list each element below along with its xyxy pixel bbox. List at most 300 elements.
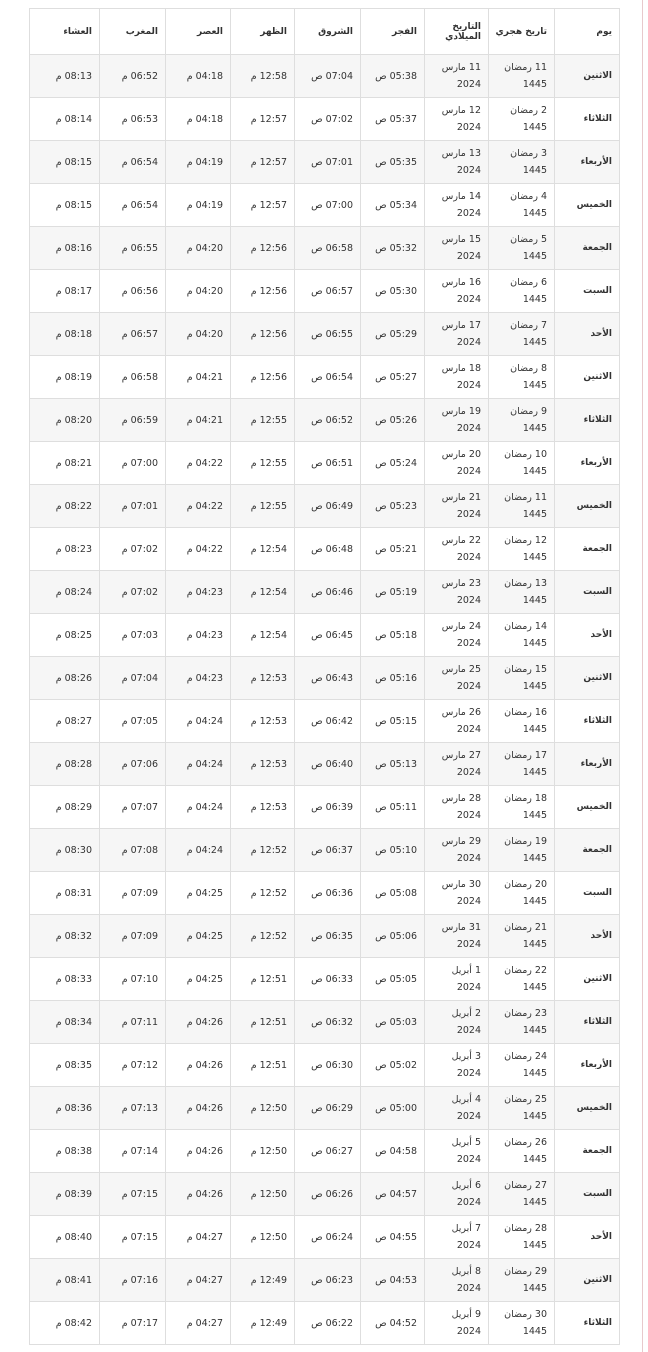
cell-day: الاثنين	[555, 356, 620, 399]
cell-hijri-date: 24 رمضان 1445	[489, 1044, 555, 1087]
header-dhuhr: الظهر	[231, 9, 295, 55]
cell-gregorian-date: 26 مارس 2024	[425, 700, 489, 743]
cell-hijri-date: 5 رمضان 1445	[489, 227, 555, 270]
cell-dhuhr: 12:50 م	[231, 1087, 295, 1130]
cell-fajr: 05:37 ص	[361, 98, 425, 141]
cell-day: السبت	[555, 1173, 620, 1216]
cell-maghrib: 07:02 م	[100, 528, 166, 571]
cell-day: الأربعاء	[555, 743, 620, 786]
cell-maghrib: 07:06 م	[100, 743, 166, 786]
cell-asr: 04:23 م	[166, 657, 231, 700]
cell-isha: 08:32 م	[30, 915, 100, 958]
cell-day: الجمعة	[555, 1130, 620, 1173]
cell-dhuhr: 12:56 م	[231, 356, 295, 399]
cell-dhuhr: 12:56 م	[231, 270, 295, 313]
table-row	[30, 1001, 620, 1044]
cell-day: الثلاثاء	[555, 1001, 620, 1044]
cell-dhuhr: 12:51 م	[231, 958, 295, 1001]
cell-day: الاثنين	[555, 958, 620, 1001]
cell-gregorian-date: 14 مارس 2024	[425, 184, 489, 227]
cell-maghrib: 06:54 م	[100, 184, 166, 227]
cell-day: الثلاثاء	[555, 98, 620, 141]
cell-fajr: 05:38 ص	[361, 55, 425, 98]
cell-isha: 08:34 م	[30, 1001, 100, 1044]
cell-isha: 08:13 م	[30, 55, 100, 98]
cell-isha: 08:23 م	[30, 528, 100, 571]
cell-asr: 04:26 م	[166, 1087, 231, 1130]
table-row	[30, 98, 620, 141]
cell-gregorian-date: 17 مارس 2024	[425, 313, 489, 356]
cell-maghrib: 06:57 م	[100, 313, 166, 356]
cell-day: الثلاثاء	[555, 399, 620, 442]
cell-day: الاثنين	[555, 657, 620, 700]
cell-asr: 04:27 م	[166, 1259, 231, 1302]
table-row	[30, 1044, 620, 1087]
page-edge-line	[642, 0, 643, 1352]
cell-gregorian-date: 22 مارس 2024	[425, 528, 489, 571]
cell-fajr: 05:02 ص	[361, 1044, 425, 1087]
cell-fajr: 05:35 ص	[361, 141, 425, 184]
table-row	[30, 184, 620, 227]
cell-shuruq: 06:36 ص	[295, 872, 361, 915]
cell-gregorian-date: 18 مارس 2024	[425, 356, 489, 399]
cell-isha: 08:20 م	[30, 399, 100, 442]
cell-fajr: 05:16 ص	[361, 657, 425, 700]
cell-gregorian-date: 20 مارس 2024	[425, 442, 489, 485]
cell-hijri-date: 13 رمضان 1445	[489, 571, 555, 614]
cell-gregorian-date: 25 مارس 2024	[425, 657, 489, 700]
cell-hijri-date: 27 رمضان 1445	[489, 1173, 555, 1216]
table-row	[30, 313, 620, 356]
cell-asr: 04:20 م	[166, 313, 231, 356]
cell-dhuhr: 12:56 م	[231, 227, 295, 270]
table-row	[30, 227, 620, 270]
cell-dhuhr: 12:55 م	[231, 485, 295, 528]
table-row	[30, 528, 620, 571]
cell-hijri-date: 12 رمضان 1445	[489, 528, 555, 571]
cell-shuruq: 06:57 ص	[295, 270, 361, 313]
header-shuruq: الشروق	[295, 9, 361, 55]
cell-maghrib: 06:53 م	[100, 98, 166, 141]
cell-maghrib: 07:03 م	[100, 614, 166, 657]
cell-isha: 08:16 م	[30, 227, 100, 270]
cell-isha: 08:17 م	[30, 270, 100, 313]
cell-maghrib: 07:15 م	[100, 1216, 166, 1259]
cell-hijri-date: 28 رمضان 1445	[489, 1216, 555, 1259]
cell-hijri-date: 18 رمضان 1445	[489, 786, 555, 829]
cell-shuruq: 06:29 ص	[295, 1087, 361, 1130]
cell-asr: 04:22 م	[166, 485, 231, 528]
cell-isha: 08:38 م	[30, 1130, 100, 1173]
table-row	[30, 872, 620, 915]
cell-dhuhr: 12:52 م	[231, 829, 295, 872]
cell-gregorian-date: 29 مارس 2024	[425, 829, 489, 872]
cell-maghrib: 06:58 م	[100, 356, 166, 399]
cell-fajr: 04:58 ص	[361, 1130, 425, 1173]
cell-hijri-date: 9 رمضان 1445	[489, 399, 555, 442]
cell-dhuhr: 12:53 م	[231, 743, 295, 786]
cell-hijri-date: 11 رمضان 1445	[489, 485, 555, 528]
cell-day: الأربعاء	[555, 141, 620, 184]
cell-fajr: 05:10 ص	[361, 829, 425, 872]
cell-dhuhr: 12:57 م	[231, 141, 295, 184]
cell-dhuhr: 12:51 م	[231, 1044, 295, 1087]
cell-day: الاثنين	[555, 1259, 620, 1302]
cell-dhuhr: 12:56 م	[231, 313, 295, 356]
cell-gregorian-date: 8 أبريل 2024	[425, 1259, 489, 1302]
cell-maghrib: 07:16 م	[100, 1259, 166, 1302]
cell-day: الأربعاء	[555, 1044, 620, 1087]
cell-dhuhr: 12:53 م	[231, 786, 295, 829]
header-asr: العصر	[166, 9, 231, 55]
cell-gregorian-date: 5 أبريل 2024	[425, 1130, 489, 1173]
header-isha: العشاء	[30, 9, 100, 55]
table-row	[30, 1302, 620, 1345]
cell-gregorian-date: 11 مارس 2024	[425, 55, 489, 98]
cell-day: الأحد	[555, 1216, 620, 1259]
cell-maghrib: 07:17 م	[100, 1302, 166, 1345]
cell-maghrib: 06:59 م	[100, 399, 166, 442]
cell-asr: 04:22 م	[166, 442, 231, 485]
cell-isha: 08:36 م	[30, 1087, 100, 1130]
table-row	[30, 1259, 620, 1302]
table-row	[30, 657, 620, 700]
cell-shuruq: 06:55 ص	[295, 313, 361, 356]
cell-shuruq: 07:00 ص	[295, 184, 361, 227]
cell-asr: 04:20 م	[166, 270, 231, 313]
cell-asr: 04:27 م	[166, 1216, 231, 1259]
header-maghrib: المغرب	[100, 9, 166, 55]
table-row	[30, 743, 620, 786]
cell-dhuhr: 12:50 م	[231, 1130, 295, 1173]
header-row	[30, 9, 620, 55]
cell-shuruq: 06:46 ص	[295, 571, 361, 614]
cell-isha: 08:42 م	[30, 1302, 100, 1345]
cell-gregorian-date: 24 مارس 2024	[425, 614, 489, 657]
cell-asr: 04:25 م	[166, 958, 231, 1001]
cell-gregorian-date: 19 مارس 2024	[425, 399, 489, 442]
cell-gregorian-date: 9 أبريل 2024	[425, 1302, 489, 1345]
cell-fajr: 04:52 ص	[361, 1302, 425, 1345]
cell-asr: 04:21 م	[166, 399, 231, 442]
cell-hijri-date: 16 رمضان 1445	[489, 700, 555, 743]
cell-gregorian-date: 12 مارس 2024	[425, 98, 489, 141]
cell-hijri-date: 4 رمضان 1445	[489, 184, 555, 227]
table-row	[30, 571, 620, 614]
cell-fajr: 05:06 ص	[361, 915, 425, 958]
cell-dhuhr: 12:57 م	[231, 184, 295, 227]
header-fajr: الفجر	[361, 9, 425, 55]
cell-shuruq: 06:52 ص	[295, 399, 361, 442]
cell-isha: 08:30 م	[30, 829, 100, 872]
table-row	[30, 786, 620, 829]
cell-fajr: 05:19 ص	[361, 571, 425, 614]
cell-maghrib: 07:09 م	[100, 872, 166, 915]
cell-dhuhr: 12:58 م	[231, 55, 295, 98]
cell-gregorian-date: 16 مارس 2024	[425, 270, 489, 313]
table-row	[30, 399, 620, 442]
table-row	[30, 1087, 620, 1130]
cell-maghrib: 07:07 م	[100, 786, 166, 829]
cell-shuruq: 06:26 ص	[295, 1173, 361, 1216]
cell-maghrib: 07:11 م	[100, 1001, 166, 1044]
cell-gregorian-date: 30 مارس 2024	[425, 872, 489, 915]
cell-day: السبت	[555, 571, 620, 614]
cell-isha: 08:33 م	[30, 958, 100, 1001]
table-header	[30, 9, 620, 55]
cell-hijri-date: 19 رمضان 1445	[489, 829, 555, 872]
cell-asr: 04:23 م	[166, 571, 231, 614]
cell-maghrib: 07:05 م	[100, 700, 166, 743]
table-row	[30, 270, 620, 313]
cell-shuruq: 06:45 ص	[295, 614, 361, 657]
cell-maghrib: 06:54 م	[100, 141, 166, 184]
cell-day: الجمعة	[555, 227, 620, 270]
cell-asr: 04:24 م	[166, 743, 231, 786]
cell-shuruq: 07:02 ص	[295, 98, 361, 141]
cell-asr: 04:23 م	[166, 614, 231, 657]
cell-fajr: 04:57 ص	[361, 1173, 425, 1216]
table-row	[30, 141, 620, 184]
cell-dhuhr: 12:52 م	[231, 872, 295, 915]
cell-maghrib: 07:04 م	[100, 657, 166, 700]
cell-asr: 04:26 م	[166, 1044, 231, 1087]
cell-fajr: 05:15 ص	[361, 700, 425, 743]
cell-hijri-date: 25 رمضان 1445	[489, 1087, 555, 1130]
cell-asr: 04:25 م	[166, 915, 231, 958]
cell-gregorian-date: 1 أبريل 2024	[425, 958, 489, 1001]
cell-fajr: 05:03 ص	[361, 1001, 425, 1044]
cell-shuruq: 06:33 ص	[295, 958, 361, 1001]
cell-fajr: 05:13 ص	[361, 743, 425, 786]
cell-isha: 08:28 م	[30, 743, 100, 786]
cell-fajr: 05:24 ص	[361, 442, 425, 485]
cell-asr: 04:27 م	[166, 1302, 231, 1345]
cell-day: الأحد	[555, 313, 620, 356]
cell-isha: 08:31 م	[30, 872, 100, 915]
cell-isha: 08:22 م	[30, 485, 100, 528]
cell-isha: 08:26 م	[30, 657, 100, 700]
cell-isha: 08:35 م	[30, 1044, 100, 1087]
cell-asr: 04:21 م	[166, 356, 231, 399]
cell-dhuhr: 12:55 م	[231, 442, 295, 485]
cell-fajr: 05:00 ص	[361, 1087, 425, 1130]
cell-fajr: 05:08 ص	[361, 872, 425, 915]
table-body	[30, 55, 620, 1345]
cell-asr: 04:24 م	[166, 786, 231, 829]
cell-shuruq: 06:27 ص	[295, 1130, 361, 1173]
table-row	[30, 485, 620, 528]
cell-shuruq: 06:24 ص	[295, 1216, 361, 1259]
cell-gregorian-date: 15 مارس 2024	[425, 227, 489, 270]
cell-maghrib: 07:15 م	[100, 1173, 166, 1216]
cell-dhuhr: 12:52 م	[231, 915, 295, 958]
cell-gregorian-date: 21 مارس 2024	[425, 485, 489, 528]
cell-hijri-date: 2 رمضان 1445	[489, 98, 555, 141]
cell-maghrib: 07:14 م	[100, 1130, 166, 1173]
cell-asr: 04:18 م	[166, 98, 231, 141]
cell-hijri-date: 14 رمضان 1445	[489, 614, 555, 657]
cell-asr: 04:26 م	[166, 1173, 231, 1216]
cell-maghrib: 06:55 م	[100, 227, 166, 270]
cell-asr: 04:24 م	[166, 700, 231, 743]
cell-day: الخميس	[555, 184, 620, 227]
cell-day: الأحد	[555, 614, 620, 657]
cell-dhuhr: 12:55 م	[231, 399, 295, 442]
cell-isha: 08:39 م	[30, 1173, 100, 1216]
table-row	[30, 958, 620, 1001]
cell-shuruq: 06:37 ص	[295, 829, 361, 872]
cell-isha: 08:29 م	[30, 786, 100, 829]
cell-day: الأربعاء	[555, 442, 620, 485]
cell-hijri-date: 3 رمضان 1445	[489, 141, 555, 184]
cell-gregorian-date: 2 أبريل 2024	[425, 1001, 489, 1044]
cell-isha: 08:21 م	[30, 442, 100, 485]
cell-dhuhr: 12:51 م	[231, 1001, 295, 1044]
cell-day: السبت	[555, 270, 620, 313]
cell-shuruq: 06:30 ص	[295, 1044, 361, 1087]
cell-hijri-date: 6 رمضان 1445	[489, 270, 555, 313]
table-row	[30, 614, 620, 657]
cell-day: السبت	[555, 872, 620, 915]
prayer-times-table	[29, 8, 620, 1345]
cell-gregorian-date: 27 مارس 2024	[425, 743, 489, 786]
cell-hijri-date: 11 رمضان 1445	[489, 55, 555, 98]
cell-hijri-date: 10 رمضان 1445	[489, 442, 555, 485]
cell-dhuhr: 12:49 م	[231, 1302, 295, 1345]
cell-fajr: 05:34 ص	[361, 184, 425, 227]
cell-dhuhr: 12:54 م	[231, 571, 295, 614]
cell-day: الخميس	[555, 1087, 620, 1130]
cell-maghrib: 07:00 م	[100, 442, 166, 485]
cell-hijri-date: 29 رمضان 1445	[489, 1259, 555, 1302]
table-row	[30, 356, 620, 399]
cell-maghrib: 07:12 م	[100, 1044, 166, 1087]
cell-isha: 08:15 م	[30, 184, 100, 227]
cell-isha: 08:18 م	[30, 313, 100, 356]
cell-fajr: 05:21 ص	[361, 528, 425, 571]
cell-asr: 04:18 م	[166, 55, 231, 98]
table-row	[30, 1216, 620, 1259]
cell-shuruq: 06:49 ص	[295, 485, 361, 528]
cell-isha: 08:27 م	[30, 700, 100, 743]
cell-day: الأحد	[555, 915, 620, 958]
cell-isha: 08:25 م	[30, 614, 100, 657]
cell-asr: 04:22 م	[166, 528, 231, 571]
cell-hijri-date: 26 رمضان 1445	[489, 1130, 555, 1173]
cell-day: الجمعة	[555, 528, 620, 571]
cell-dhuhr: 12:53 م	[231, 700, 295, 743]
cell-shuruq: 07:01 ص	[295, 141, 361, 184]
cell-gregorian-date: 3 أبريل 2024	[425, 1044, 489, 1087]
table-row	[30, 700, 620, 743]
cell-maghrib: 07:13 م	[100, 1087, 166, 1130]
cell-maghrib: 06:52 م	[100, 55, 166, 98]
cell-dhuhr: 12:54 م	[231, 528, 295, 571]
cell-shuruq: 06:32 ص	[295, 1001, 361, 1044]
cell-shuruq: 06:54 ص	[295, 356, 361, 399]
table-row	[30, 55, 620, 98]
cell-shuruq: 06:40 ص	[295, 743, 361, 786]
cell-isha: 08:19 م	[30, 356, 100, 399]
cell-fajr: 05:23 ص	[361, 485, 425, 528]
cell-shuruq: 06:22 ص	[295, 1302, 361, 1345]
cell-hijri-date: 20 رمضان 1445	[489, 872, 555, 915]
cell-day: الاثنين	[555, 55, 620, 98]
cell-asr: 04:20 م	[166, 227, 231, 270]
cell-maghrib: 07:01 م	[100, 485, 166, 528]
cell-fajr: 05:29 ص	[361, 313, 425, 356]
cell-fajr: 05:05 ص	[361, 958, 425, 1001]
cell-day: الخميس	[555, 485, 620, 528]
cell-shuruq: 06:23 ص	[295, 1259, 361, 1302]
cell-hijri-date: 8 رمضان 1445	[489, 356, 555, 399]
cell-isha: 08:15 م	[30, 141, 100, 184]
table-row	[30, 1173, 620, 1216]
cell-maghrib: 06:56 م	[100, 270, 166, 313]
cell-day: الثلاثاء	[555, 1302, 620, 1345]
header-gregorian-date: التاريخ الميلادي	[425, 9, 489, 55]
cell-dhuhr: 12:50 م	[231, 1216, 295, 1259]
cell-fajr: 04:53 ص	[361, 1259, 425, 1302]
cell-shuruq: 06:48 ص	[295, 528, 361, 571]
cell-shuruq: 07:04 ص	[295, 55, 361, 98]
cell-gregorian-date: 6 أبريل 2024	[425, 1173, 489, 1216]
cell-gregorian-date: 7 أبريل 2024	[425, 1216, 489, 1259]
cell-shuruq: 06:51 ص	[295, 442, 361, 485]
cell-gregorian-date: 23 مارس 2024	[425, 571, 489, 614]
cell-dhuhr: 12:54 م	[231, 614, 295, 657]
cell-isha: 08:14 م	[30, 98, 100, 141]
cell-shuruq: 06:58 ص	[295, 227, 361, 270]
header-hijri-date: تاريخ هجري	[489, 9, 555, 55]
cell-dhuhr: 12:49 م	[231, 1259, 295, 1302]
cell-shuruq: 06:35 ص	[295, 915, 361, 958]
cell-isha: 08:41 م	[30, 1259, 100, 1302]
cell-fajr: 05:27 ص	[361, 356, 425, 399]
prayer-times-container	[29, 8, 619, 1345]
cell-maghrib: 07:02 م	[100, 571, 166, 614]
cell-maghrib: 07:08 م	[100, 829, 166, 872]
cell-fajr: 05:11 ص	[361, 786, 425, 829]
cell-asr: 04:19 م	[166, 141, 231, 184]
cell-asr: 04:24 م	[166, 829, 231, 872]
cell-fajr: 05:32 ص	[361, 227, 425, 270]
table-row	[30, 829, 620, 872]
cell-dhuhr: 12:53 م	[231, 657, 295, 700]
cell-asr: 04:26 م	[166, 1130, 231, 1173]
header-day: يوم	[555, 9, 620, 55]
cell-fajr: 04:55 ص	[361, 1216, 425, 1259]
cell-isha: 08:40 م	[30, 1216, 100, 1259]
cell-day: الثلاثاء	[555, 700, 620, 743]
cell-shuruq: 06:43 ص	[295, 657, 361, 700]
cell-day: الجمعة	[555, 829, 620, 872]
cell-asr: 04:19 م	[166, 184, 231, 227]
cell-asr: 04:26 م	[166, 1001, 231, 1044]
cell-shuruq: 06:39 ص	[295, 786, 361, 829]
cell-day: الخميس	[555, 786, 620, 829]
cell-hijri-date: 17 رمضان 1445	[489, 743, 555, 786]
table-row	[30, 442, 620, 485]
cell-isha: 08:24 م	[30, 571, 100, 614]
cell-dhuhr: 12:57 م	[231, 98, 295, 141]
cell-hijri-date: 22 رمضان 1445	[489, 958, 555, 1001]
cell-maghrib: 07:10 م	[100, 958, 166, 1001]
cell-fajr: 05:26 ص	[361, 399, 425, 442]
cell-asr: 04:25 م	[166, 872, 231, 915]
cell-hijri-date: 7 رمضان 1445	[489, 313, 555, 356]
